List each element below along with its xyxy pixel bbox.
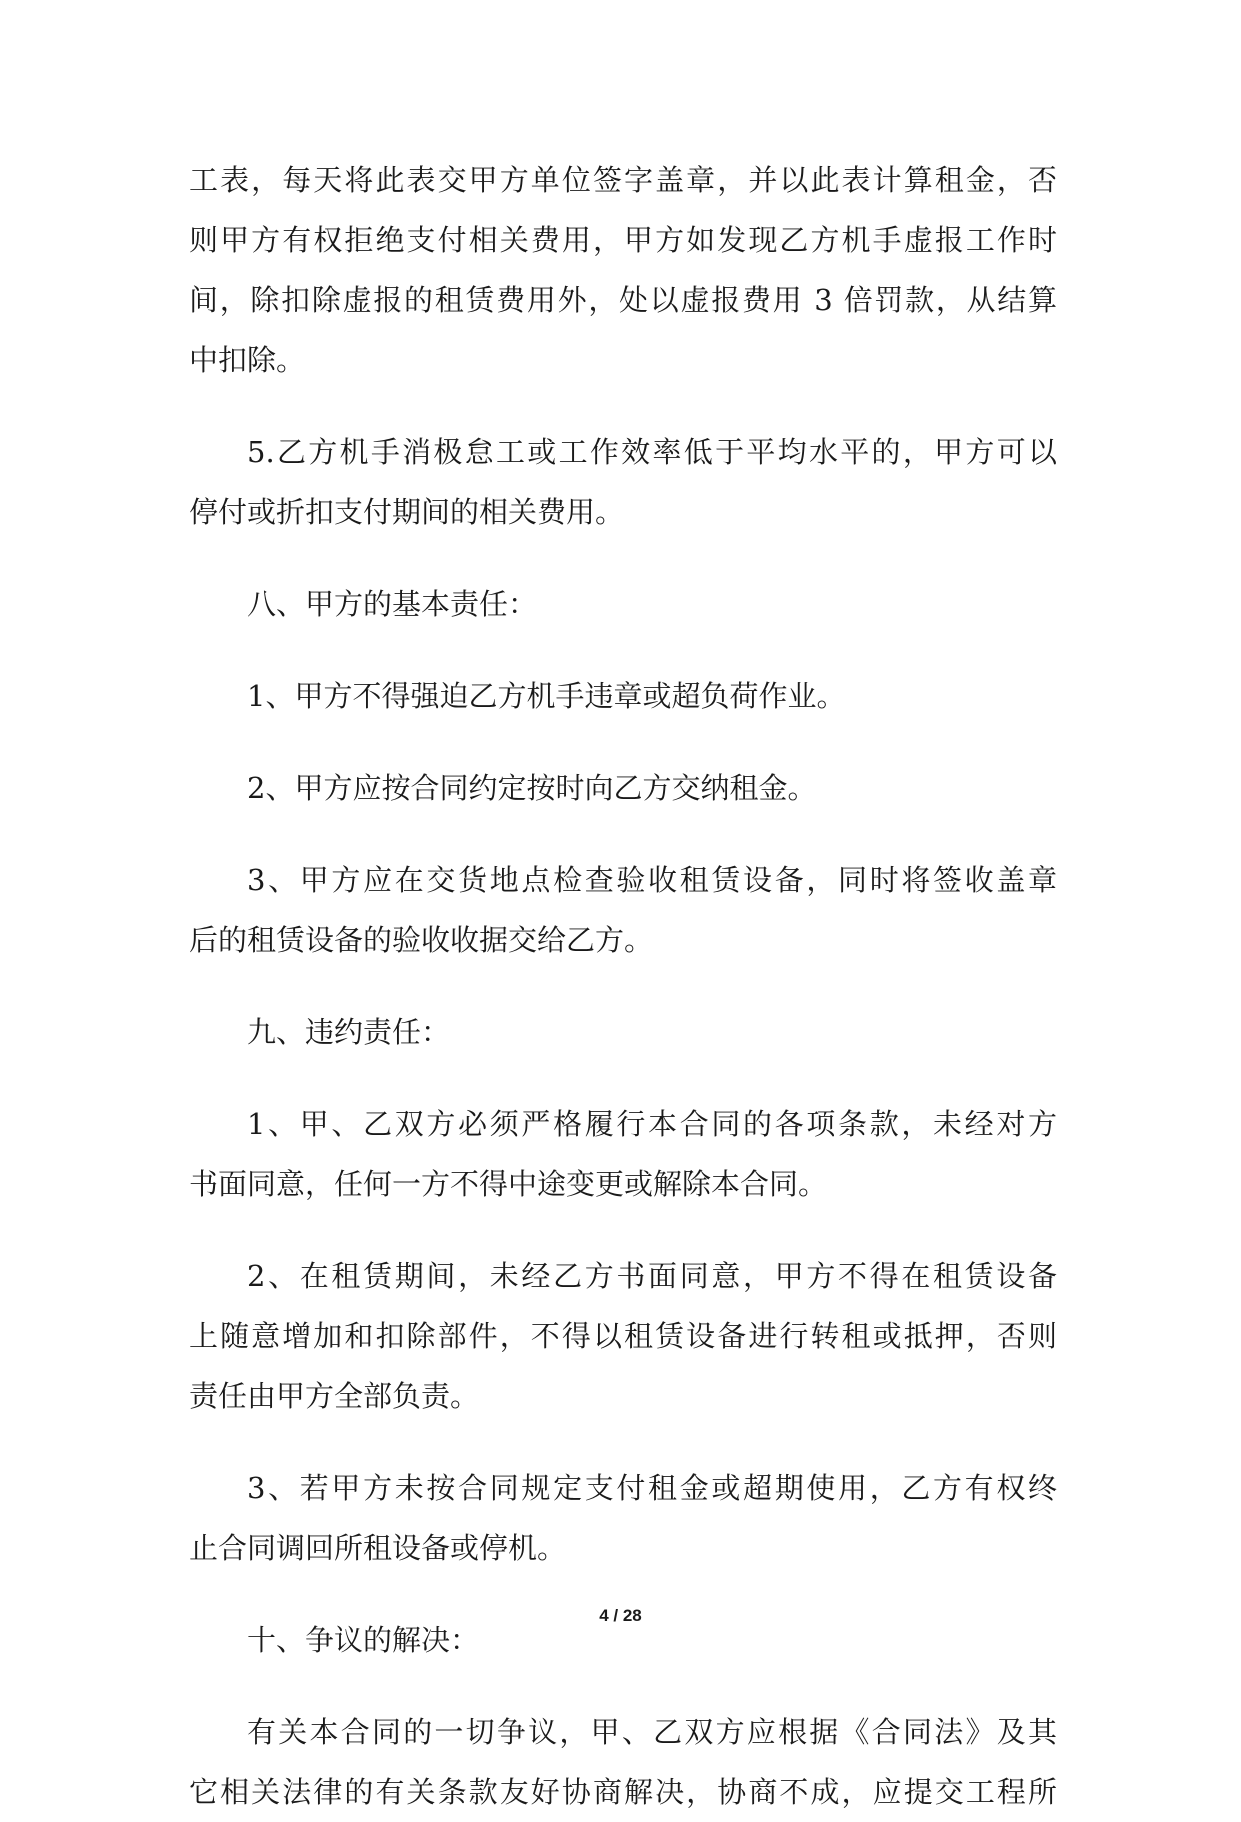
text-line: 工表，每天将此表交甲方单位签字盖章，并以此表计算租金，否: [189, 163, 1057, 197]
text-line: 责任由甲方全部负责。: [189, 1379, 480, 1413]
body-text: [189, 150, 1057, 1822]
text-line: 有关本合同的一切争议，甲、乙双方应根据《合同法》及其: [247, 1715, 1057, 1749]
text-line: 3、若甲方未按合同规定支付租金或超期使用，乙方有权终: [247, 1471, 1057, 1505]
text-line: 后的租赁设备的验收收据交给乙方。: [189, 923, 654, 957]
text-line: 1、甲、乙双方必须严格履行本合同的各项条款，未经对方: [247, 1107, 1057, 1141]
text-line: 2、在租赁期间，未经乙方书面同意，甲方不得在租赁设备: [247, 1259, 1057, 1293]
text-line: 停付或折扣支付期间的相关费用。: [189, 495, 625, 529]
text-line: 5.乙方机手消极怠工或工作效率低于平均水平的，甲方可以: [247, 435, 1057, 469]
text-line: 止合同调回所租设备或停机。: [189, 1531, 567, 1565]
section-heading: 八、甲方的基本责任：: [247, 587, 538, 621]
text-line: 它相关法律的有关条款友好协商解决，协商不成，应提交工程所: [189, 1775, 1057, 1809]
text-line: 书面同意，任何一方不得中途变更或解除本合同。: [189, 1167, 828, 1201]
text-line: 1、甲方不得强迫乙方机手违章或超负荷作业。: [247, 679, 846, 713]
text-line: 2、甲方应按合同约定按时向乙方交纳租金。: [247, 771, 817, 805]
text-line: 间，除扣除虚报的租赁费用外，处以虚报费用 3 倍罚款，从结算: [189, 283, 1057, 317]
text-line: 3、甲方应在交货地点检查验收租赁设备，同时将签收盖章: [247, 863, 1057, 897]
text-line: 上随意增加和扣除部件，不得以租赁设备进行转租或抵押，否则: [189, 1319, 1057, 1353]
section-heading: 十、争议的解决：: [247, 1623, 480, 1657]
text-line: 则甲方有权拒绝支付相关费用，甲方如发现乙方机手虚报工作时: [189, 223, 1057, 257]
section-heading: 九、违约责任：: [247, 1015, 451, 1049]
page-number: 4 / 28: [599, 1606, 642, 1625]
text-line: 中扣除。: [189, 343, 306, 377]
